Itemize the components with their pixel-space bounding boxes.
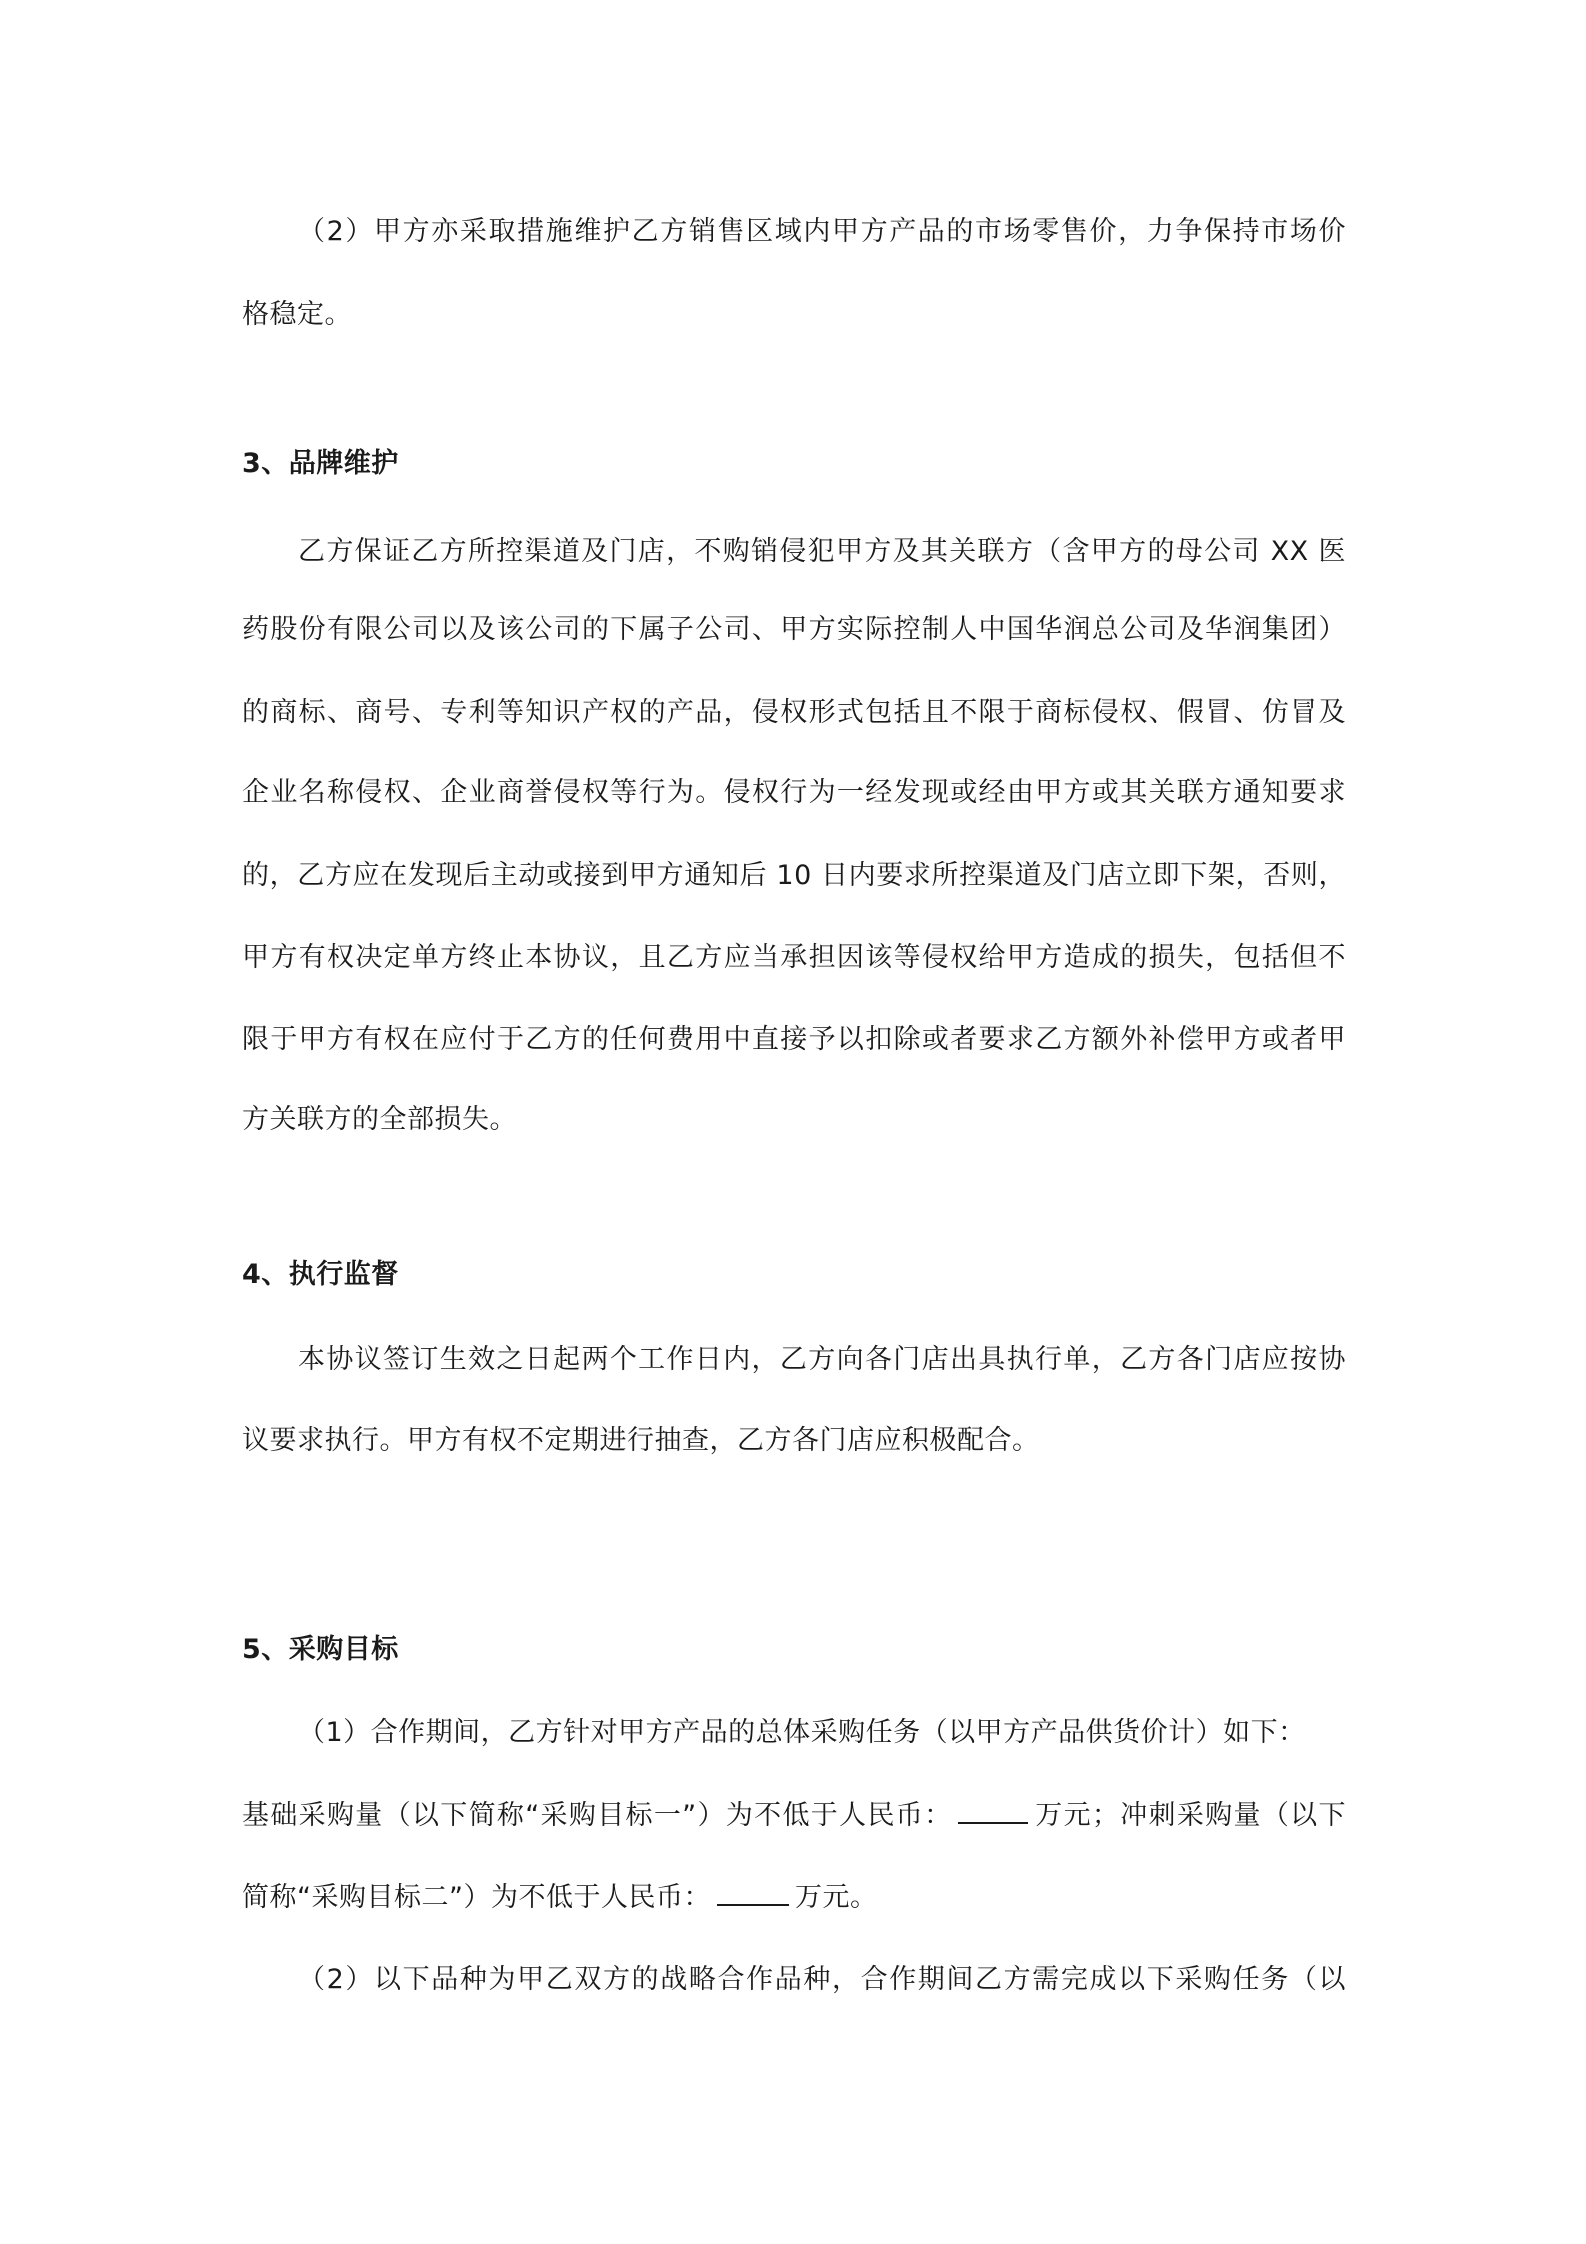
section-5-line-4: （2）以下品种为甲乙双方的战略合作品种，合作期间乙方需完成以下采购任务（以: [298, 1964, 1346, 1995]
target-one-label: 基础采购量（以下简称“采购目标一”）为不低于人民币：: [242, 1800, 953, 1831]
section-4-line-2: 议要求执行。甲方有权不定期进行抽查，乙方各门店应积极配合。: [242, 1425, 1040, 1456]
section-3-line-6: 甲方有权决定单方终止本协议，且乙方应当承担因该等侵权给甲方造成的损失，包括但不: [242, 942, 1346, 973]
section-3-line-2: 药股份有限公司以及该公司的下属子公司、甲方实际控制人中国华润总公司及华润集团）: [242, 614, 1346, 645]
section-3-line-1: 乙方保证乙方所控渠道及门店，不购销侵犯甲方及其关联方（含甲方的母公司 XX 医: [298, 536, 1346, 567]
section-5-heading: 5、采购目标: [242, 1634, 399, 1665]
section-3-heading: 3、品牌维护: [242, 448, 399, 479]
section-5-line-1: （1）合作期间，乙方针对甲方产品的总体采购任务（以甲方产品供货价计）如下：: [298, 1717, 1306, 1748]
target-two-amount-blank: [717, 1878, 789, 1906]
section-5-line-2: [242, 1796, 1346, 1836]
section-3-line-5: 的，乙方应在发现后主动或接到甲方通知后 10 日内要求所控渠道及门店立即下架，否则，: [242, 860, 1346, 891]
section-3-line-7: 限于甲方有权在应付于乙方的任何费用中直接予以扣除或者要求乙方额外补偿甲方或者甲: [242, 1024, 1346, 1055]
target-one-amount-blank: [958, 1796, 1028, 1824]
section-3-line-8: 方关联方的全部损失。: [242, 1104, 517, 1135]
section-3-line-3: 的商标、商号、专利等知识产权的产品，侵权形式包括且不限于商标侵权、假冒、仿冒及: [242, 697, 1346, 728]
section-4-heading: 4、执行监督: [242, 1259, 399, 1290]
target-two-suffix: 万元。: [794, 1882, 878, 1913]
item-2-line-1: （2）甲方亦采取措施维护乙方销售区域内甲方产品的市场零售价，力争保持市场价: [298, 216, 1346, 247]
section-5-line-3: [242, 1878, 1346, 1918]
section-3-line-4: 企业名称侵权、企业商誉侵权等行为。侵权行为一经发现或经由甲方或其关联方通知要求: [242, 777, 1346, 808]
target-one-suffix: 万元；冲刺采购量（以下: [1034, 1800, 1346, 1831]
section-4-line-1: 本协议签订生效之日起两个工作日内，乙方向各门店出具执行单，乙方各门店应按协: [298, 1344, 1346, 1375]
item-2-line-2: 格稳定。: [242, 299, 352, 330]
target-two-label: 简称“采购目标二”）为不低于人民币：: [242, 1882, 711, 1913]
